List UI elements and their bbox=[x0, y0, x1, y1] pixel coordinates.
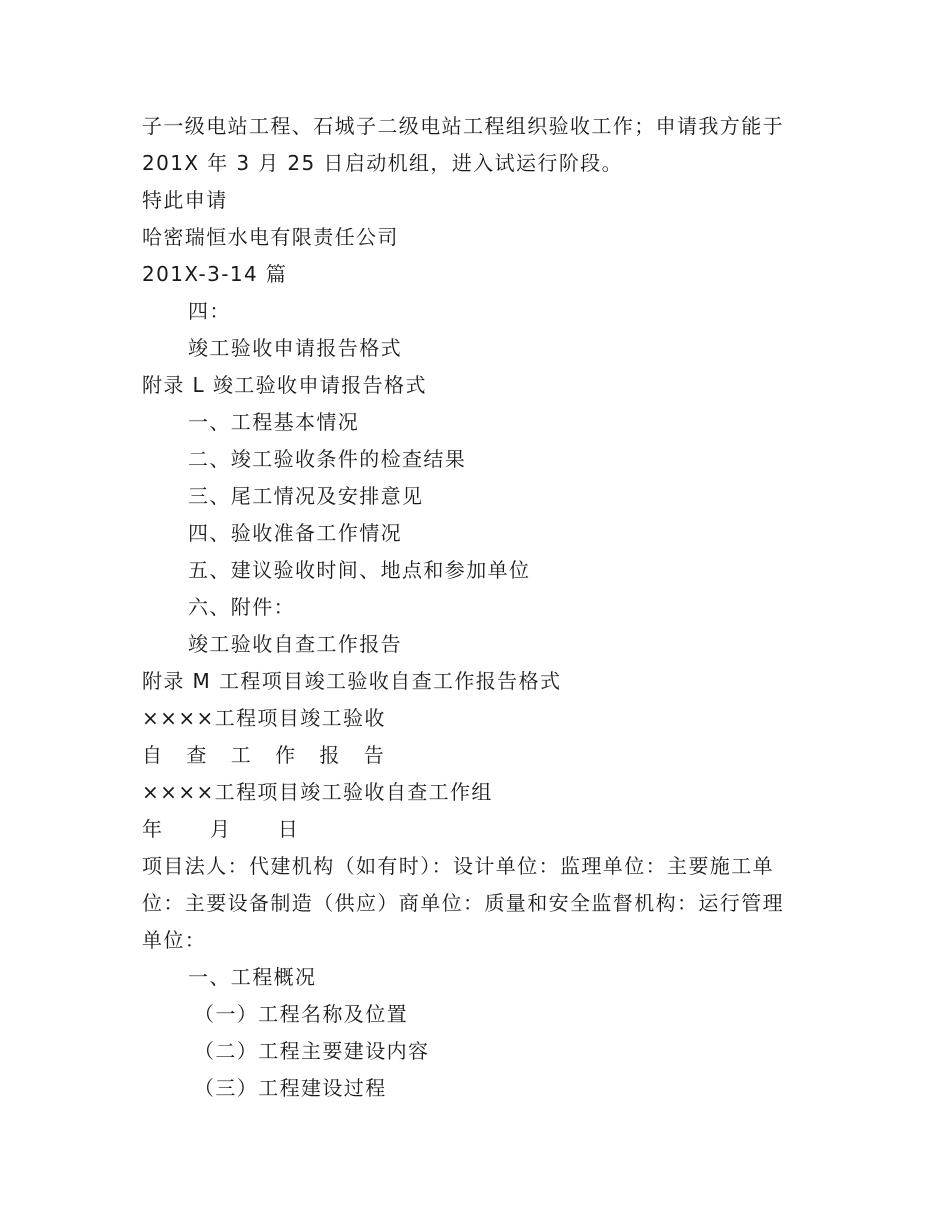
section-number-heading: 四： bbox=[188, 299, 231, 323]
date-line: 201X-3-14 篇 bbox=[142, 262, 288, 286]
document-body bbox=[142, 108, 802, 1107]
closing-request-line: 特此申请 bbox=[142, 188, 228, 212]
subsection-heading: （三）工程建设过程 bbox=[194, 1076, 387, 1100]
paragraph-text-line: 子一级电站工程、石城子二级电站工程组织验收工作；申请我方能于 bbox=[142, 114, 784, 138]
subsection-heading: （一）工程名称及位置 bbox=[194, 1002, 408, 1026]
participants-line: 位：主要设备制造（供应）商单位：质量和安全监督机构：运行管理 bbox=[142, 891, 784, 915]
company-name-line: 哈密瑞恒水电有限责任公司 bbox=[142, 225, 399, 249]
paragraph-text-line: 201X 年 3 月 25 日启动机组，进入试运行阶段。 bbox=[142, 151, 624, 175]
subsection-heading: （二）工程主要建设内容 bbox=[194, 1039, 430, 1063]
appendix-m-heading: 附录 M 工程项目竣工验收自查工作报告格式 bbox=[142, 669, 562, 693]
section-title-heading: 竣工验收申请报告格式 bbox=[188, 336, 402, 360]
participants-line: 项目法人：代建机构（如有时）：设计单位：监理单位：主要施工单 bbox=[142, 854, 774, 878]
list-item: 二、竣工验收条件的检查结果 bbox=[188, 447, 467, 471]
list-item: 六、附件： bbox=[188, 595, 295, 619]
list-item: 一、工程基本情况 bbox=[188, 410, 360, 434]
cover-report-title: 自 查 工 作 报 告 bbox=[142, 743, 393, 767]
report-title-heading: 竣工验收自查工作报告 bbox=[188, 632, 402, 656]
participants-line: 单位： bbox=[142, 928, 207, 952]
list-item: 三、尾工情况及安排意见 bbox=[188, 484, 424, 508]
cover-date-line: 年 月 日 bbox=[142, 817, 300, 841]
appendix-l-heading: 附录 L 竣工验收申请报告格式 bbox=[142, 373, 427, 397]
chapter-heading: 一、工程概况 bbox=[188, 965, 317, 989]
cover-group-line: ××××工程项目竣工验收自查工作组 bbox=[142, 780, 493, 804]
list-item: 四、验收准备工作情况 bbox=[188, 521, 402, 545]
cover-project-line: ××××工程项目竣工验收 bbox=[142, 706, 386, 730]
list-item: 五、建议验收时间、地点和参加单位 bbox=[188, 558, 531, 582]
